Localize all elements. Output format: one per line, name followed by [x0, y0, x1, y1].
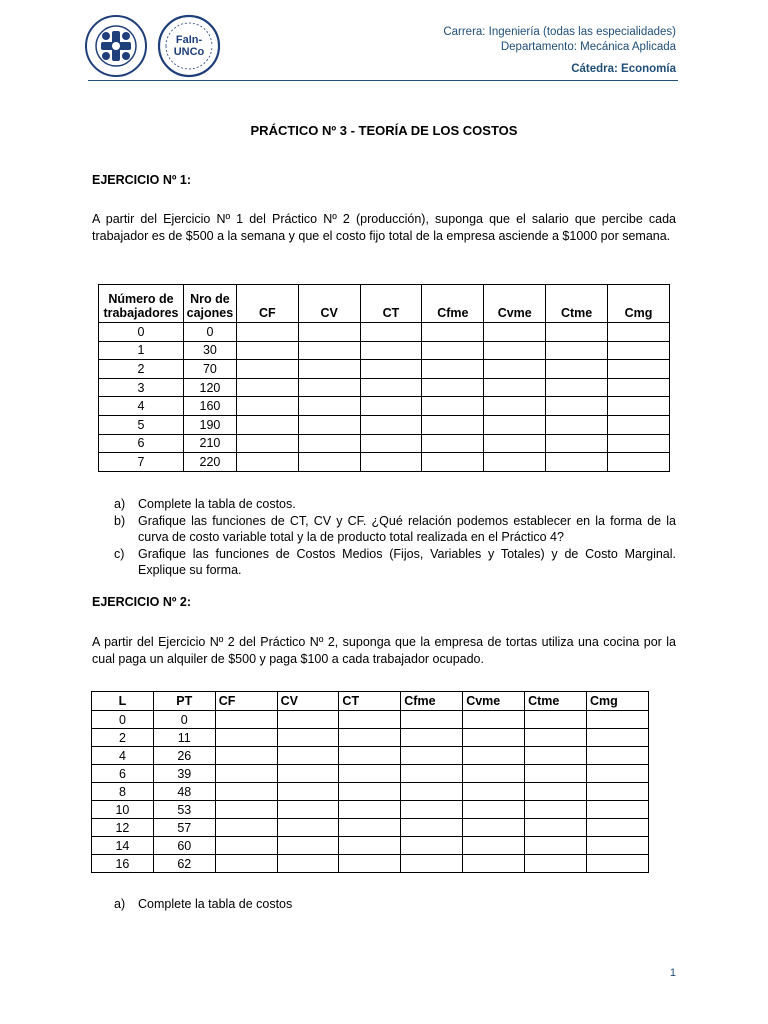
- empty-cell: [339, 729, 401, 747]
- empty-cell: [360, 434, 422, 453]
- empty-cell: [525, 765, 587, 783]
- empty-cell: [608, 378, 670, 397]
- table-cell: 5: [99, 415, 184, 434]
- empty-cell: [215, 783, 277, 801]
- table-header-cell: Nro de cajones: [183, 285, 236, 323]
- empty-cell: [484, 434, 546, 453]
- table-row: [99, 341, 670, 360]
- empty-cell: [236, 360, 298, 379]
- empty-cell: [463, 747, 525, 765]
- table-header-cell: L: [92, 692, 154, 711]
- table-header-cell: Ctme: [525, 692, 587, 711]
- empty-cell: [401, 729, 463, 747]
- empty-cell: [339, 747, 401, 765]
- table-row: [99, 453, 670, 472]
- header-carrera: Carrera: Ingeniería (todas las especialidades): [443, 26, 676, 38]
- table-header-cell: CV: [277, 692, 339, 711]
- table-header-cell: PT: [153, 692, 215, 711]
- empty-cell: [422, 415, 484, 434]
- ejercicio1-table: [98, 284, 670, 472]
- empty-cell: [401, 819, 463, 837]
- empty-cell: [339, 765, 401, 783]
- empty-cell: [236, 415, 298, 434]
- table-row: [92, 819, 649, 837]
- table-header-cell: CF: [215, 692, 277, 711]
- empty-cell: [298, 397, 360, 416]
- table-header-cell: Cfme: [401, 692, 463, 711]
- empty-cell: [546, 360, 608, 379]
- table-header-cell: Cmg: [608, 285, 670, 323]
- ejercicio2-items: [92, 896, 676, 913]
- empty-cell: [401, 801, 463, 819]
- table-header-cell: CT: [339, 692, 401, 711]
- empty-cell: [277, 837, 339, 855]
- table-cell: 190: [183, 415, 236, 434]
- empty-cell: [587, 765, 649, 783]
- empty-cell: [401, 711, 463, 729]
- empty-cell: [236, 323, 298, 342]
- table-cell: 57: [153, 819, 215, 837]
- empty-cell: [546, 453, 608, 472]
- empty-cell: [298, 360, 360, 379]
- empty-cell: [463, 855, 525, 873]
- empty-cell: [401, 747, 463, 765]
- empty-cell: [236, 453, 298, 472]
- empty-cell: [546, 323, 608, 342]
- empty-cell: [484, 341, 546, 360]
- empty-cell: [525, 801, 587, 819]
- ejercicio2-text: A partir del Ejercicio Nº 2 del Práctico Nº 2, suponga que la empresa de tortas utiliza una cocina por la cual paga un alquiler de $500 y paga $100 a cada trabajador ocupado.: [92, 635, 676, 666]
- table-cell: 0: [99, 323, 184, 342]
- table-header-cell: Cvme: [463, 692, 525, 711]
- empty-cell: [587, 855, 649, 873]
- empty-cell: [484, 415, 546, 434]
- empty-cell: [484, 453, 546, 472]
- table-cell: 160: [183, 397, 236, 416]
- ejercicio1-text: A partir del Ejercicio Nº 1 del Práctico Nº 2 (producción), suponga que el salario que percibe cada trabajador es de $500 a la semana y que el costo fijo total de la empresa asciende a $1000 por semana.: [92, 212, 676, 243]
- table-cell: 1: [99, 341, 184, 360]
- table-row: [92, 855, 649, 873]
- table-row: [99, 397, 670, 416]
- table-row: [92, 783, 649, 801]
- empty-cell: [422, 397, 484, 416]
- empty-cell: [608, 415, 670, 434]
- empty-cell: [339, 711, 401, 729]
- table-row: [92, 801, 649, 819]
- table-header-cell: Cvme: [484, 285, 546, 323]
- empty-cell: [360, 323, 422, 342]
- empty-cell: [215, 765, 277, 783]
- table-cell: 8: [92, 783, 154, 801]
- empty-cell: [360, 453, 422, 472]
- empty-cell: [401, 837, 463, 855]
- table-cell: 0: [183, 323, 236, 342]
- empty-cell: [401, 783, 463, 801]
- empty-cell: [277, 783, 339, 801]
- ejercicio1-items: [92, 496, 676, 579]
- empty-cell: [484, 360, 546, 379]
- empty-cell: [401, 765, 463, 783]
- empty-cell: [463, 729, 525, 747]
- table-row: [99, 360, 670, 379]
- ejercicio2-table: [91, 691, 649, 873]
- table-cell: 210: [183, 434, 236, 453]
- empty-cell: [215, 855, 277, 873]
- empty-cell: [236, 397, 298, 416]
- empty-cell: [339, 837, 401, 855]
- empty-cell: [484, 323, 546, 342]
- list-item: [92, 896, 676, 913]
- table-header-cell: Número de trabajadores: [99, 285, 184, 323]
- empty-cell: [525, 711, 587, 729]
- table-cell: 0: [92, 711, 154, 729]
- empty-cell: [463, 765, 525, 783]
- empty-cell: [484, 397, 546, 416]
- table-header-cell: CT: [360, 285, 422, 323]
- empty-cell: [422, 360, 484, 379]
- table-cell: 30: [183, 341, 236, 360]
- empty-cell: [587, 783, 649, 801]
- empty-cell: [422, 453, 484, 472]
- empty-cell: [608, 397, 670, 416]
- empty-cell: [463, 783, 525, 801]
- table-cell: 220: [183, 453, 236, 472]
- empty-cell: [277, 819, 339, 837]
- table-header-cell: CV: [298, 285, 360, 323]
- table-cell: 2: [92, 729, 154, 747]
- header-departamento: Departamento: Mecánica Aplicada: [500, 41, 676, 53]
- empty-cell: [277, 801, 339, 819]
- empty-cell: [215, 711, 277, 729]
- table-row: [99, 434, 670, 453]
- table-row: [99, 323, 670, 342]
- empty-cell: [215, 801, 277, 819]
- empty-cell: [587, 837, 649, 855]
- empty-cell: [298, 341, 360, 360]
- empty-cell: [236, 434, 298, 453]
- empty-cell: [587, 747, 649, 765]
- table-row: [92, 747, 649, 765]
- list-item: [92, 546, 676, 579]
- empty-cell: [525, 729, 587, 747]
- empty-cell: [546, 415, 608, 434]
- empty-cell: [360, 360, 422, 379]
- list-marker: a): [114, 497, 126, 511]
- empty-cell: [422, 378, 484, 397]
- table-row: [99, 378, 670, 397]
- page-title: PRÁCTICO Nº 3 - TEORÍA DE LOS COSTOS: [250, 123, 518, 138]
- table-cell: 0: [153, 711, 215, 729]
- list-item-text: Grafique las funciones de CT, CV y CF. ¿Qué relación podemos establecer en la forma de la curva de costo variable total y la de producto total realizada en el Práctico 4?: [138, 513, 676, 544]
- table-header-cell: Cmg: [587, 692, 649, 711]
- table-cell: 3: [99, 378, 184, 397]
- table-cell: 6: [99, 434, 184, 453]
- empty-cell: [277, 747, 339, 765]
- empty-cell: [298, 434, 360, 453]
- empty-cell: [422, 341, 484, 360]
- empty-cell: [215, 837, 277, 855]
- empty-cell: [360, 415, 422, 434]
- header-divider: [88, 80, 678, 81]
- faculty-logo-name-1: FaIn-: [175, 34, 203, 46]
- list-marker: b): [114, 513, 126, 528]
- empty-cell: [236, 378, 298, 397]
- empty-cell: [525, 837, 587, 855]
- empty-cell: [608, 360, 670, 379]
- empty-cell: [277, 729, 339, 747]
- empty-cell: [463, 837, 525, 855]
- table-row: [92, 729, 649, 747]
- ejercicio2-heading: EJERCICIO Nº 2:: [92, 595, 192, 609]
- empty-cell: [608, 341, 670, 360]
- table-cell: 48: [153, 783, 215, 801]
- table-cell: 70: [183, 360, 236, 379]
- empty-cell: [608, 323, 670, 342]
- list-item: [92, 513, 676, 546]
- ejercicio1-heading: EJERCICIO Nº 1:: [92, 173, 192, 187]
- table-row: [99, 415, 670, 434]
- table-cell: 12: [92, 819, 154, 837]
- empty-cell: [546, 434, 608, 453]
- empty-cell: [463, 819, 525, 837]
- empty-cell: [298, 415, 360, 434]
- list-item-text: Complete la tabla de costos: [138, 897, 293, 911]
- table-cell: 4: [99, 397, 184, 416]
- list-marker: a): [114, 897, 126, 911]
- empty-cell: [422, 323, 484, 342]
- empty-cell: [608, 434, 670, 453]
- table-cell: 16: [92, 855, 154, 873]
- empty-cell: [546, 378, 608, 397]
- empty-cell: [298, 378, 360, 397]
- table-cell: 120: [183, 378, 236, 397]
- faculty-logo: [156, 14, 222, 78]
- empty-cell: [525, 819, 587, 837]
- list-item-text: Complete la tabla de costos.: [138, 497, 296, 511]
- empty-cell: [277, 855, 339, 873]
- table-cell: 60: [153, 837, 215, 855]
- empty-cell: [546, 397, 608, 416]
- empty-cell: [587, 819, 649, 837]
- empty-cell: [339, 819, 401, 837]
- empty-cell: [298, 323, 360, 342]
- list-item: [92, 496, 676, 513]
- page-number: 1: [669, 967, 676, 979]
- table-cell: 26: [153, 747, 215, 765]
- empty-cell: [236, 341, 298, 360]
- empty-cell: [422, 434, 484, 453]
- empty-cell: [298, 453, 360, 472]
- list-item-text: Grafique las funciones de Costos Medios (Fijos, Variables y Totales) y de Costo Marginal. Explique su forma.: [138, 546, 676, 577]
- table-header-cell: Ctme: [546, 285, 608, 323]
- empty-cell: [587, 711, 649, 729]
- table-row: [92, 765, 649, 783]
- empty-cell: [360, 397, 422, 416]
- table-cell: 53: [153, 801, 215, 819]
- empty-cell: [360, 341, 422, 360]
- empty-cell: [215, 819, 277, 837]
- empty-cell: [339, 855, 401, 873]
- empty-cell: [215, 729, 277, 747]
- table-cell: 62: [153, 855, 215, 873]
- university-seal-icon: [84, 14, 148, 78]
- empty-cell: [608, 453, 670, 472]
- table-row: [92, 711, 649, 729]
- empty-cell: [525, 855, 587, 873]
- table-cell: 11: [153, 729, 215, 747]
- empty-cell: [525, 783, 587, 801]
- faculty-logo-name-2: UNCo: [173, 46, 205, 58]
- table-cell: 39: [153, 765, 215, 783]
- university-logo: [84, 14, 148, 78]
- empty-cell: [546, 341, 608, 360]
- empty-cell: [484, 378, 546, 397]
- empty-cell: [339, 783, 401, 801]
- empty-cell: [587, 801, 649, 819]
- table-cell: 14: [92, 837, 154, 855]
- empty-cell: [587, 729, 649, 747]
- table-header-cell: CF: [236, 285, 298, 323]
- empty-cell: [339, 801, 401, 819]
- list-marker: c): [114, 546, 125, 561]
- empty-cell: [463, 711, 525, 729]
- empty-cell: [360, 378, 422, 397]
- table-cell: 10: [92, 801, 154, 819]
- table-header-cell: Cfme: [422, 285, 484, 323]
- empty-cell: [277, 711, 339, 729]
- empty-cell: [525, 747, 587, 765]
- table-cell: 6: [92, 765, 154, 783]
- empty-cell: [401, 855, 463, 873]
- table-cell: 4: [92, 747, 154, 765]
- empty-cell: [277, 765, 339, 783]
- empty-cell: [463, 801, 525, 819]
- header-catedra: Cátedra: Economía: [571, 63, 676, 75]
- table-cell: 2: [99, 360, 184, 379]
- table-cell: 7: [99, 453, 184, 472]
- empty-cell: [215, 747, 277, 765]
- table-row: [92, 837, 649, 855]
